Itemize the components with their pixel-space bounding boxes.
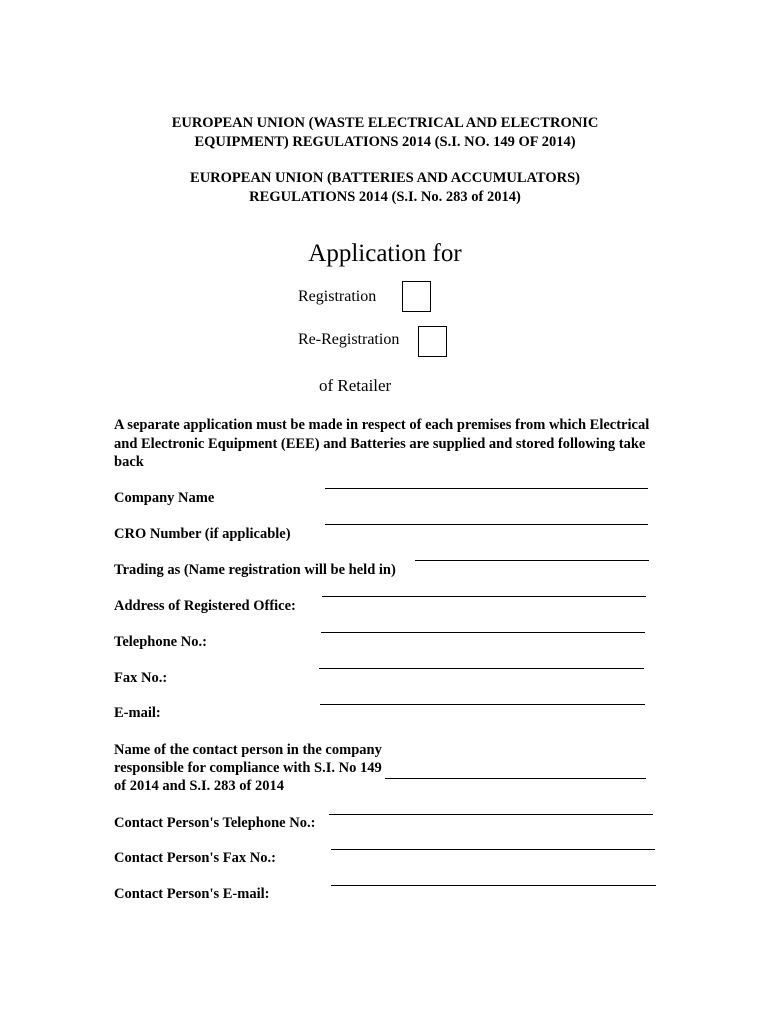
contact-fax-label: Contact Person's Fax No.:: [114, 850, 276, 866]
trading-as-label: Trading as (Name registration will be held in): [114, 562, 396, 578]
registered-office-address-input-line[interactable]: [322, 596, 646, 597]
contact-person-input-line[interactable]: [385, 778, 646, 779]
retailer-subtitle: of Retailer: [319, 376, 392, 395]
contact-person-label: [114, 741, 414, 795]
contact-email-input-line[interactable]: [331, 885, 656, 886]
fax-label: Fax No.:: [114, 670, 168, 686]
registration-checkbox[interactable]: [402, 281, 431, 312]
registration-label: Registration: [298, 288, 377, 305]
reregistration-label: Re-Registration: [298, 331, 400, 348]
regulation-weee-line1: EUROPEAN UNION (WASTE ELECTRICAL AND ELECTRONIC: [171, 115, 599, 131]
reregistration-checkbox[interactable]: [418, 326, 447, 357]
contact-email-label: Contact Person's E-mail:: [114, 886, 270, 902]
trading-as-input-line[interactable]: [415, 560, 649, 561]
email-label: E-mail:: [114, 705, 161, 721]
regulation-batteries-line1: EUROPEAN UNION (BATTERIES AND ACCUMULATORS): [190, 170, 580, 186]
contact-person-label-line1: Name of the contact person in the company: [114, 742, 382, 758]
contact-person-label-line3: of 2014 and S.I. 283 of 2014: [114, 778, 284, 794]
telephone-label: Telephone No.:: [114, 634, 207, 650]
company-name-label: Company Name: [114, 490, 215, 506]
application-title: Application for: [308, 240, 462, 267]
telephone-input-line[interactable]: [321, 632, 645, 633]
contact-telephone-label: Contact Person's Telephone No.:: [114, 815, 316, 831]
contact-person-label-line2: responsible for compliance with S.I. No 149: [114, 760, 382, 776]
regulation-weee-line2: EQUIPMENT) REGULATIONS 2014 (S.I. NO. 149 OF 2014): [194, 134, 576, 150]
fax-input-line[interactable]: [319, 668, 644, 669]
regulation-batteries-line2: REGULATIONS 2014 (S.I. No. 283 of 2014): [249, 189, 521, 205]
contact-telephone-input-line[interactable]: [329, 814, 653, 815]
cro-number-label: CRO Number (if applicable): [114, 526, 291, 542]
registered-office-address-label: Address of Registered Office:: [114, 598, 296, 614]
cro-number-input-line[interactable]: [325, 524, 648, 525]
contact-fax-input-line[interactable]: [331, 849, 655, 850]
company-name-input-line[interactable]: [325, 488, 648, 489]
email-input-line[interactable]: [320, 704, 645, 705]
separate-application-notice: A separate application must be made in respect of each premises from which Electrical and Electronic Equipment (EEE) and Batteries are supplied and stored following take back: [114, 417, 650, 470]
